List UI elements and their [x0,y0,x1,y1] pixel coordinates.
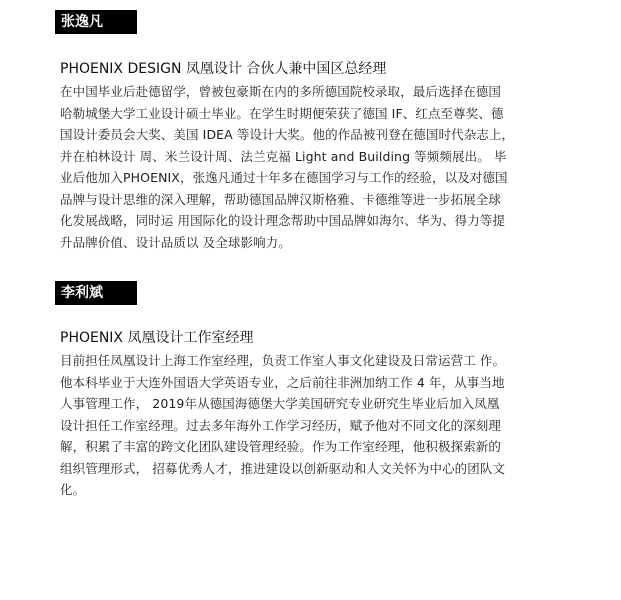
bio-line: 目前担任凤凰设计上海工作室经理，负责工作室人事文化建设及日常运营工 作。 [60,353,506,368]
bio-line: 解，积累了丰富的跨文化团队建设管理经验。作为工作室经理，他积极探索新的 [60,439,502,454]
bio-line: 在中国毕业后赴德留学，曾被包豪斯在内的多所德国院校录取，最后选择在德国 [60,84,502,99]
bio-line: 业后他加入PHOENIX，张逸凡通过十年多在德国学习与工作的经验，以及对德国 [60,170,508,185]
bio-line: 他本科毕业于大连外国语大学英语专业，之后前往非洲加纳工作 4 年，从事当地 [60,374,505,390]
bio-line: 化。 [60,482,86,497]
bio-paragraph [60,81,560,253]
bio-line: 哈勒城堡大学工业设计硕士毕业。在学生时期便荣获了德国 IF、红点至尊奖、德 [60,105,504,121]
bio-line: 人事管理工作， 2019年从德国海德堡大学美国研究专业研究生毕业后加入凤凰 [60,396,500,411]
role-title: PHOENIX 凤凰设计工作室经理 [60,330,254,346]
name-label: 李利斌 [55,281,137,305]
bio-line: 组织管理形式， 招募优秀人才，推进建设以创新驱动和人文关怀为中心的团队文 [60,460,506,476]
bio-line: 品牌与设计思维的深入理解，帮助德国品牌汉斯格雅、卡德维等进一步拓展全球 [60,191,502,207]
bio-paragraph [60,350,560,501]
name-label: 张逸凡 [55,10,137,34]
role-title: PHOENIX DESIGN 凤凰设计 合伙人兼中国区总经理 [60,61,387,77]
bio-line: 化发展战略，同时运 用国际化的设计理念帮助中国品牌如海尔、华为、得力等提 [60,213,506,228]
bio-line: 并在柏林设计 周、米兰设计周、法兰克福 Light and Building 等频频展出。 毕 [60,148,507,164]
bio-line: 国设计委员会大奖、美国 IDEA 等设计大奖。他的作品被刊登在德国时代杂志上， [60,127,515,142]
bio-line: 升品牌价值、设计品质以 及全球影响力。 [60,234,291,250]
bio-line: 设计担任工作室经理。过去多年海外工作学习经历，赋予他对不同文化的深刻理 [60,417,502,433]
